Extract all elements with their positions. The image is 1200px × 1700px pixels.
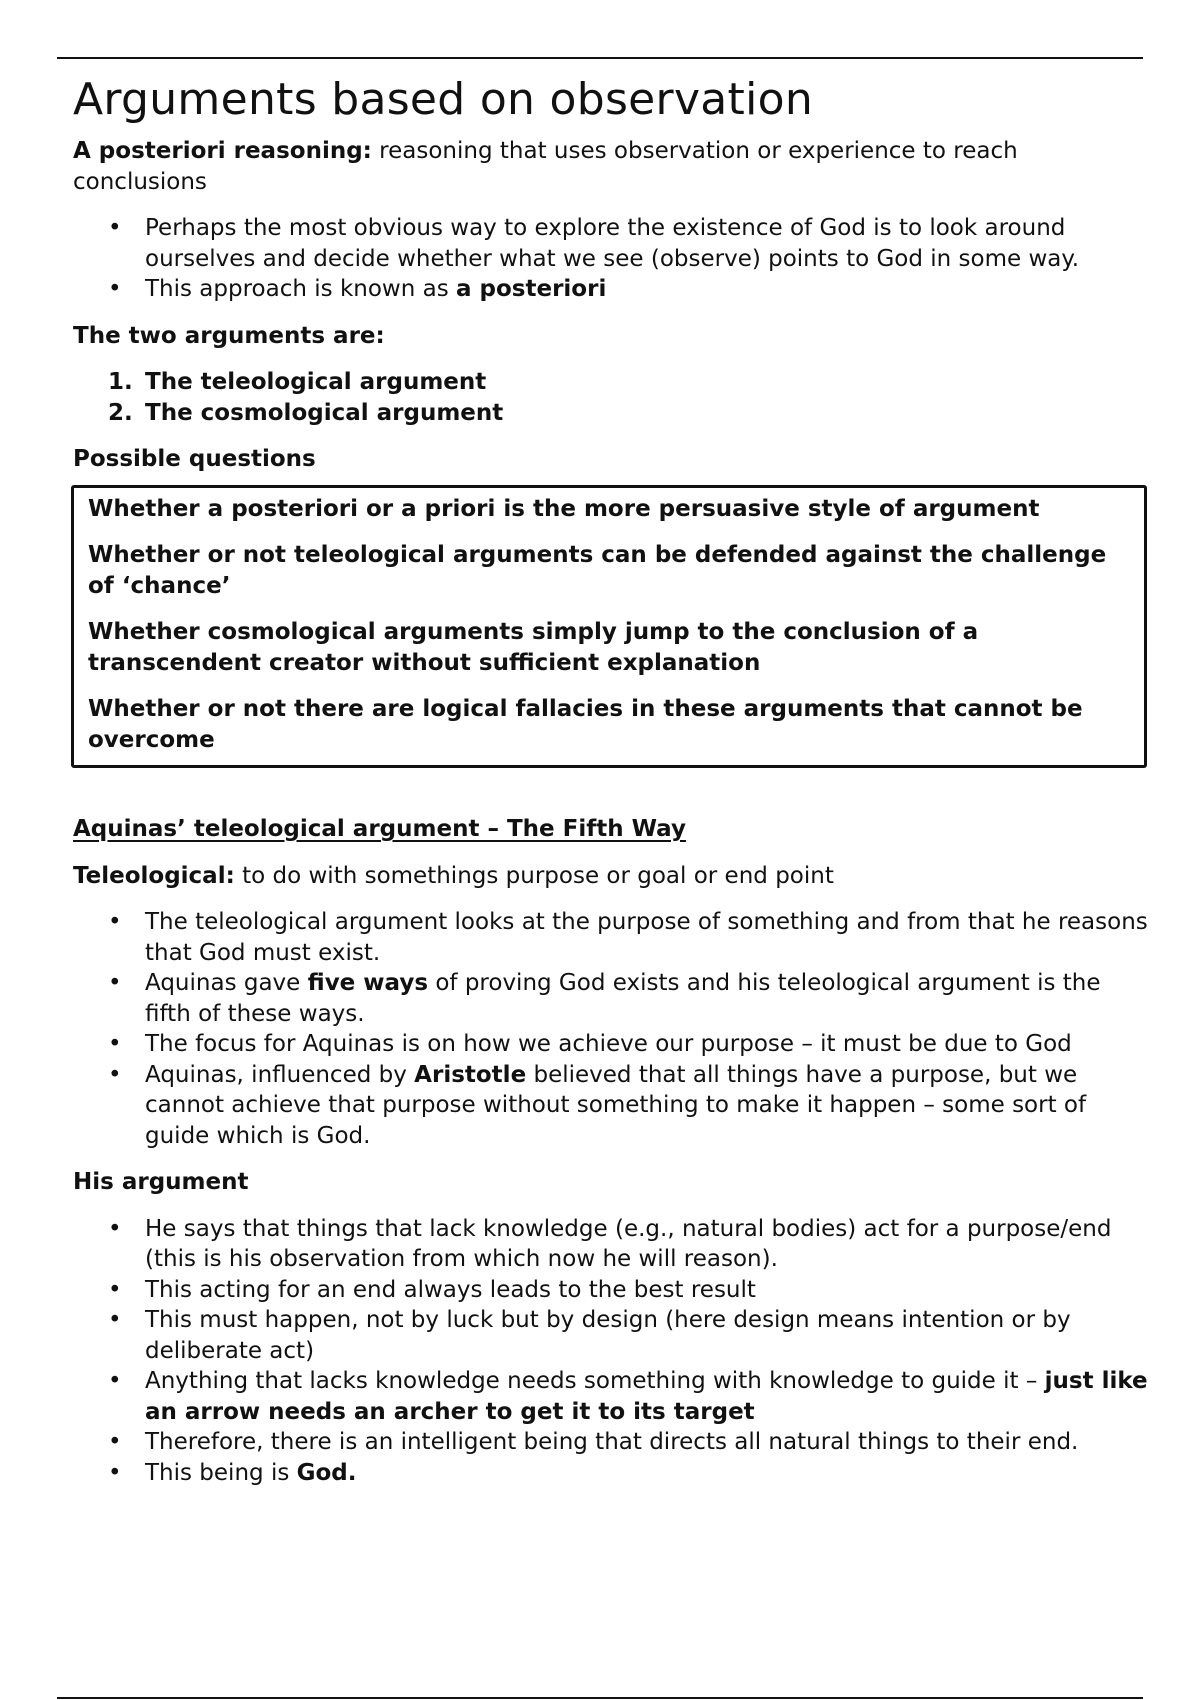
- bullet-icon: •: [108, 1031, 122, 1057]
- definition-term: A posteriori reasoning:: [73, 138, 372, 164]
- definition-text: to do with somethings purpose or goal or end point: [234, 862, 834, 889]
- list-item-text: The cosmological argument: [145, 399, 504, 426]
- list-item: [108, 1214, 1153, 1275]
- bullet-icon: •: [108, 970, 122, 996]
- his-argument-heading: His argument: [73, 1169, 249, 1195]
- list-item: [108, 213, 1153, 274]
- list-item-text: believed that all things have a purpose, but we cannot achieve that purpose without something to make it happen – some sort of guide which is God.: [145, 1061, 1087, 1149]
- list-item-emphasis: five ways: [307, 970, 429, 996]
- page-title: Arguments based on observation: [73, 74, 814, 125]
- list-item: [108, 1458, 1153, 1489]
- aquinas-section-title: Aquinas’ teleological argument – The Fifth Way: [73, 816, 686, 842]
- his-argument-bullet-list: [73, 1214, 1153, 1489]
- bullet-icon: •: [108, 276, 122, 302]
- bullet-icon: •: [108, 1307, 122, 1333]
- list-item: [108, 1275, 1153, 1306]
- aquinas-bullet-list: [73, 907, 1153, 1151]
- possible-questions-heading: Possible questions: [73, 446, 316, 472]
- list-item-text: This being is: [145, 1459, 297, 1486]
- list-item: [108, 968, 1153, 1029]
- bullet-icon: •: [108, 1215, 122, 1242]
- list-item: [108, 274, 1153, 305]
- bottom-rule: [57, 1697, 1143, 1699]
- list-item-text: Aquinas, influenced by: [145, 1061, 415, 1088]
- list-item: [108, 367, 1153, 398]
- definition-term: Teleological:: [73, 862, 235, 889]
- bullet-icon: •: [108, 1061, 122, 1088]
- list-item-text: of proving God exists and his teleological argument is the fifth of these ways.: [145, 970, 1101, 1027]
- question-item: Whether a posteriori or a priori is the more persuasive style of argument: [88, 495, 1040, 522]
- question-item: Whether or not teleological arguments can be defended against the challenge of ‘chance’: [88, 542, 1107, 599]
- list-item-text: The focus for Aquinas is on how we achieve our purpose – it must be due to God: [145, 1031, 1072, 1057]
- list-item-text: Perhaps the most obvious way to explore the existence of God is to look around ourselves and decide whether what we see (observe) points to God in some way.: [145, 215, 1080, 272]
- list-item: [108, 1366, 1153, 1427]
- bullet-icon: •: [108, 909, 122, 935]
- list-item-text: The teleological argument looks at the purpose of something and from that he reasons that God must exist.: [145, 909, 1148, 966]
- possible-questions-box: [71, 485, 1147, 769]
- list-item-emphasis: God.: [296, 1459, 357, 1486]
- list-item-text: Anything that lacks knowledge needs something with knowledge to guide it –: [145, 1368, 1045, 1394]
- list-item-text: This acting for an end always leads to the best result: [145, 1276, 756, 1303]
- bullet-icon: •: [108, 215, 122, 241]
- list-item: [108, 398, 1153, 429]
- definition-teleological: [73, 861, 1153, 892]
- document-page: [73, 64, 1153, 1504]
- list-number: 1.: [108, 369, 133, 395]
- intro-bullet-list: [73, 213, 1153, 305]
- list-item-emphasis: Aristotle: [414, 1061, 527, 1088]
- bullet-icon: •: [108, 1276, 122, 1303]
- question-item: Whether cosmological arguments simply jump to the conclusion of a transcendent creator without sufficient explanation: [88, 619, 979, 676]
- list-item: [108, 1427, 1153, 1458]
- list-item: [108, 1029, 1153, 1060]
- two-arguments-heading: The two arguments are:: [73, 322, 385, 349]
- list-item-text: He says that things that lack knowledge (e.g., natural bodies) act for a purpose/end (this is his observation from which now he will reason).: [145, 1215, 1112, 1272]
- list-item-emphasis: a posteriori: [456, 276, 607, 302]
- list-item-text: Therefore, there is an intelligent being that directs all natural things to their end.: [145, 1429, 1079, 1455]
- definition-text: reasoning that uses observation or experience to reach conclusions: [73, 138, 1018, 195]
- list-item-text: This must happen, not by luck but by design (here design means intention or by deliberate act): [145, 1307, 1071, 1364]
- list-item-emphasis: just like an arrow needs an archer to get it to its target: [145, 1368, 1148, 1425]
- bullet-icon: •: [108, 1459, 122, 1486]
- question-item: Whether or not there are logical fallacies in these arguments that cannot be overcome: [88, 696, 1083, 753]
- top-rule: [57, 57, 1143, 59]
- list-item: [108, 907, 1153, 968]
- list-number: 2.: [108, 399, 133, 426]
- list-item-text: This approach is known as: [145, 276, 456, 302]
- bullet-icon: •: [108, 1368, 122, 1394]
- bullet-icon: •: [108, 1429, 122, 1455]
- definition-a-posteriori: [73, 136, 1153, 197]
- list-item: [108, 1060, 1153, 1152]
- list-item-text: Aquinas gave: [145, 970, 308, 996]
- list-item-text: The teleological argument: [145, 369, 487, 395]
- list-item: [108, 1305, 1153, 1366]
- two-arguments-list: [73, 367, 1153, 428]
